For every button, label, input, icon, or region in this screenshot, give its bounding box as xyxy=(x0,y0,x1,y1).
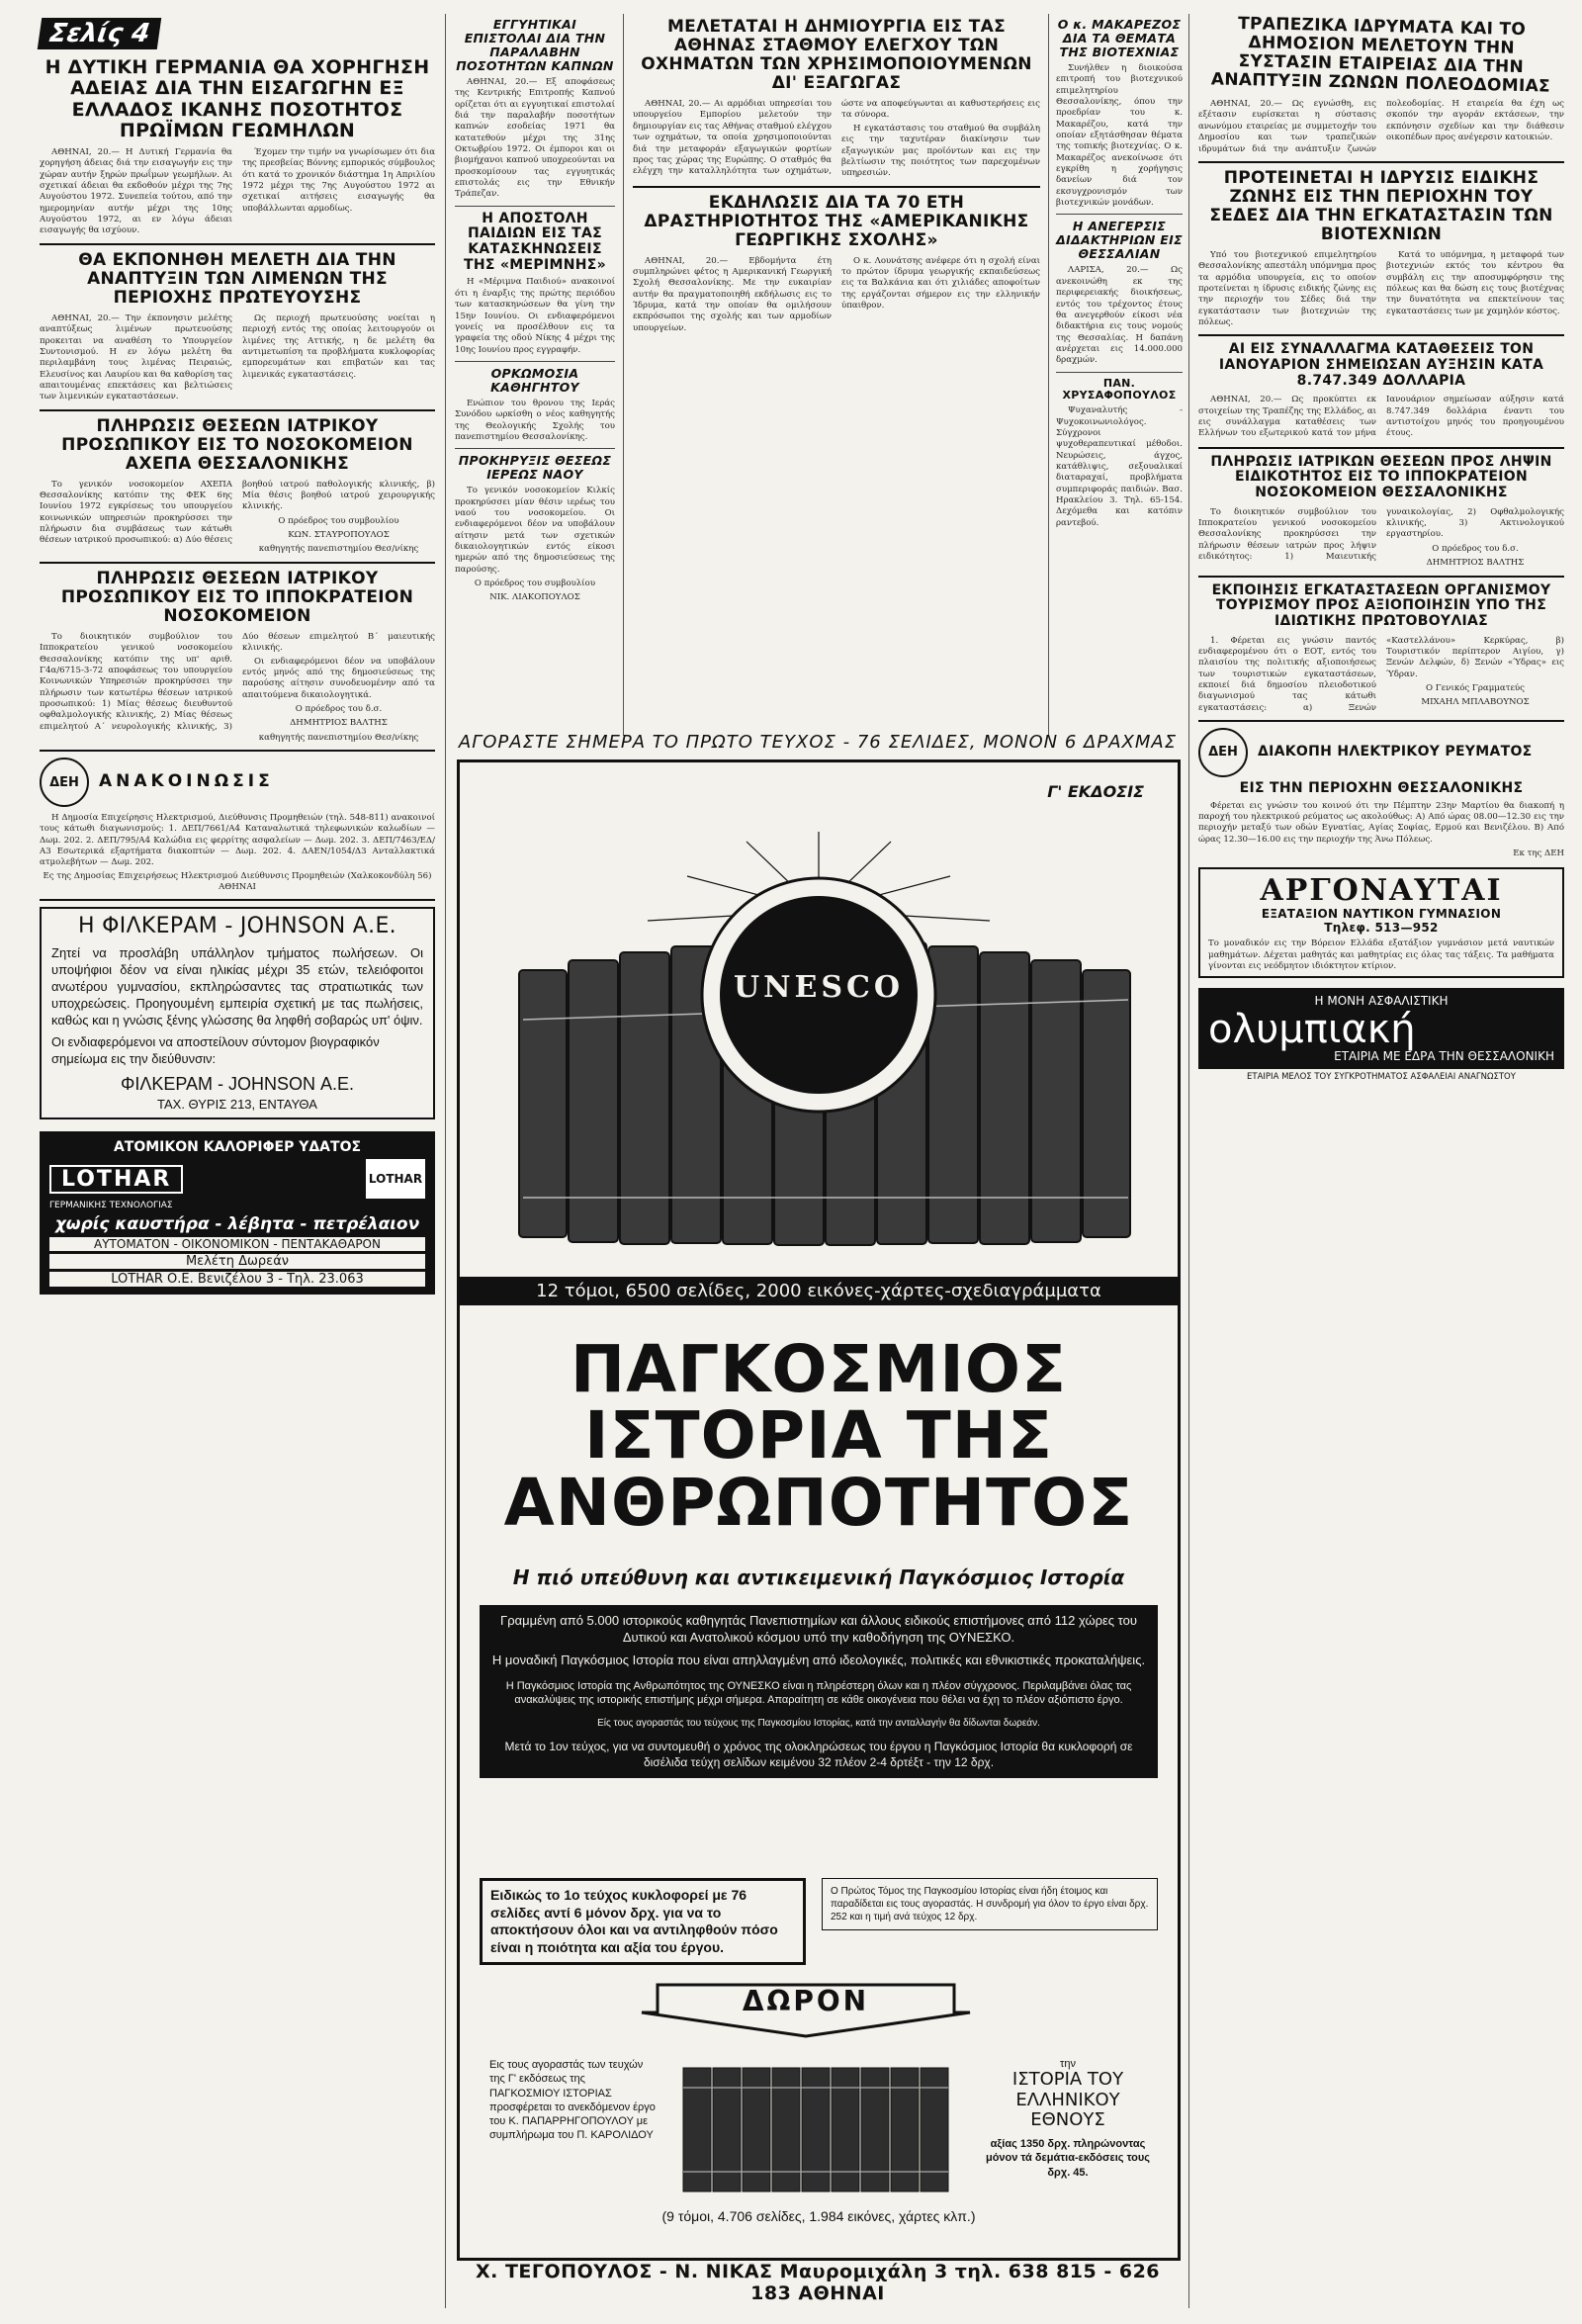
divider xyxy=(1198,161,1564,163)
divider xyxy=(633,186,1040,188)
article-body xyxy=(1198,99,1564,155)
article-body xyxy=(455,77,615,201)
gift-book-title: ΙΣΤΟΡΙΑ ΤΟΥ ΕΛΛΗΝΙΚΟΥ ΕΘΝΟΥΣ xyxy=(1011,2069,1124,2131)
ad-slogan: Η πιό υπεύθυνη και αντικειμενική Παγκόσμιος Ιστορία xyxy=(512,1565,1125,1589)
headline: Η ΑΠΟΣΤΟΛΗ ΠΑΙΔΙΩΝ ΕΙΣ ΤΑΣ ΚΑΤΑΣΚΗΝΩΣΕΙΣ ΤΗΣ «ΜΕΡΙΜΝΗΣ» xyxy=(464,210,606,273)
ad-title: Η ΦΙΛΚΕΡΑΜ - JOHNSON Α.Ε. xyxy=(78,914,396,939)
headline: Η ΑΝΕΓΕΡΣΙΣ ΔΙΔΑΚΤΗΡΙΩΝ ΕΙΣ ΘΕΣΣΑΛΙΑΝ xyxy=(1056,219,1183,262)
gift-arrow xyxy=(638,1979,974,2038)
paragraph: ΑΘΗΝΑΙ, 20.— Η Δυτική Γερμανία θα χορηγήση άδειας διά την εισαγωγήν εις την χώραν αυτήν ξηρών πρωΐμων γεωμήλων. Αι σχετικαί άδειαι θα εκδοθούν μέχρι της 7ης Αυγούστου 1972. Συνεπεία τούτου, από την ημερομηνίαν αυτήν μέχρι της 10ης Αυγούστου 1972, αι εν λόγω άδειαι εισαγωγής θα ισχύουν. xyxy=(40,147,232,236)
article-body xyxy=(455,399,615,443)
column-5 xyxy=(1198,13,1564,1083)
ad-text: Ζητεί να προσλάβη υπάλληλον τμήματος πωλήσεων. Οι υποψήφιοι δέον να είναι ηλικίας μέχρι 35 ετών, τελειόφοιτοι ανωτέρου γυμνασίου, εκπληρώσαντες τας στρατιωτικάς των υποχρεώσεις. Προηγουμένη εμπειρία σχετική με τας πωλήσεις, καθώς και η γνώσις ξένης γλώσσης θα ληφθή σοβαρώς υπ' όψιν. xyxy=(51,945,423,1028)
books-illustration xyxy=(499,822,1138,1257)
ad-title-line: ΑΝΘΡΩΠΟΤΗΤΟΣ xyxy=(503,1464,1134,1541)
paragraph: Το γενικόν νοσοκομείον ΑΧΕΠΑ Θεσσαλονίκης κατόπιν της ΦΕΚ 6ης Ιουνίου 1972 εγκρίσεως του υπουργείου κοινωνικών υπηρεσιών προκηρύσσει την πλήρωσιν δια συμβάσεως των κάτωθι θέσεων ιατρικού προσωπικού: α) Δύο θέσεις βοηθού ιατρού παθολογικής κλινικής, β) Μία θέσις βοηθού ιατρού χειρουργικής κλινικής. xyxy=(40,479,435,546)
headline: ΘΑ ΕΚΠΟΝΗΘΗ ΜΕΛΕΤΗ ΔΙΑ ΤΗΝ ΑΝΑΠΤΥΞΙΝ ΤΩΝ ΛΙΜΕΝΩΝ ΤΗΣ ΠΕΡΙΟΧΗΣ ΠΡΩΤΕΥΟΥΣΗΣ xyxy=(78,249,396,308)
paragraph: Συνήλθεν η διοικούσα επιτροπή του βιοτεχνικού επιμελητηρίου Θεσσαλονίκης, όπου την προεδρίαν του κ. Μακαρέζου, κατά την οποίαν εξητάσθησαν θέματα της τοπικής βιοτεχνίας. Ο κ. Μακαρέζος ανεκοίνωσε ότι εγκρίθη η χορήγησις δανείων διά τον εκσυγχρονισμόν των βιοτεχνικών μονάδων. xyxy=(1056,63,1183,209)
article-body xyxy=(1056,63,1183,209)
ad-frame xyxy=(457,760,1181,2261)
subheadline: ΕΙΣ ΤΗΝ ΠΕΡΙΟΧΗΝ ΘΕΣΣΑΛΟΝΙΚΗΣ xyxy=(1239,779,1524,796)
paragraph: Υπό του βιοτεχνικού επιμελητηρίου Θεσσαλονίκης απεστάλη υπόμνημα προς τα αρμόδια υπουργεία, εις το οποίον προτείνεται η ίδρυσις ειδικής ζώνης εις την περιοχήν του Σέδες διά την εγκατάστασιν των βιοτεχνιών της πόλεως. xyxy=(1198,249,1376,328)
article-body xyxy=(1198,250,1564,328)
page-number-logo: Σελίς 4 xyxy=(38,18,162,49)
ad-desc: Είς τους αγοραστάς του τεύχους της Παγκοσμίου Ιστορίας, κατά την ανταλλαγήν θα δίδωνται δωρεάν. xyxy=(597,1718,1040,1730)
paragraph: ΛΑΡΙΣΑ, 20.— Ως ανεκοινώθη εκ της περιφερειακής διοικήσεως, εντός του τρέχοντος έτους θα ανεγερθούν είκοσι νέα διδακτήρια εις τους νομούς της Θεσσαλίας. Η δαπάνη ανέρχεται εις 14.000.000 δραχμών. xyxy=(1056,265,1183,366)
divider xyxy=(1198,334,1564,336)
paragraph: Οι ενδιαφερόμενοι δέον να υποβάλουν εντός μηνός από της δημοσιεύσεως της παρούσης αίτησιν συνοδευομένην από τα απαιτούμενα δικαιολογητικά. xyxy=(242,656,435,700)
gift-book-price: αξίας 1350 δρχ. πληρώνοντας μόνον τά δεμάτια-εκδόσεις τους δρχ. 45. xyxy=(985,2138,1151,2179)
divider xyxy=(40,243,435,245)
column-divider xyxy=(445,14,446,2308)
signature-name: ΚΩΝ. ΣΤΑΥΡΟΠΟΥΛΟΣ xyxy=(288,530,390,541)
brand-name: LOTHAR xyxy=(368,1172,423,1187)
divider xyxy=(40,899,435,901)
article-body xyxy=(1056,405,1183,529)
ad-text: LOTHAR Ο.Ε. Βενιζέλου 3 - Τηλ. 23.063 xyxy=(49,1272,425,1287)
lothar-ad xyxy=(40,1131,435,1295)
article-body xyxy=(633,256,1040,334)
article-body xyxy=(633,99,1040,179)
argonaftai-ad xyxy=(1198,867,1564,978)
signature-line: Ο πρόεδρος του συμβουλίου xyxy=(474,579,596,588)
ad-box-right: Ο Πρώτος Τόμος της Παγκοσμίου Ιστορίας είναι ήδη έτοιμος και παραδίδεται εις τους αγοραστάς. Η συνδρομή για όλον το έργο είναι δρχ. 252 και η τιμή ανά τεύχος 12 δρχ. xyxy=(822,1878,1158,1930)
paragraph: Κατά το υπόμνημα, η μεταφορά των βιοτεχνιών εκτός του κέντρου θα συμβάλη εις την αποσυμφόρησιν της πόλεως και θα δώση εις τους βιοτέχνας την δυνατότητα να επεκτείνουν τας εγκαταστάσεις των με χαμηλόν κόστος. xyxy=(1386,249,1564,316)
headline: ΠΛΗΡΩΣΙΣ ΘΕΣΕΩΝ ΙΑΤΡΙΚΟΥ ΠΡΟΣΩΠΙΚΟΥ ΕΙΣ ΤΟ ΙΠΠΟΚΡΑΤΕΙΟΝ ΝΟΣΟΚΟΜΕΙΟΝ xyxy=(60,568,414,626)
divider xyxy=(455,448,615,449)
signature-name: ΜΙΧΑΗΛ ΜΠΛΑΒΟΥΝΟΣ xyxy=(1421,697,1530,708)
paragraph: Η εγκατάστασις του σταθμού θα συμβάλη εις την ταχυτέραν διακίνησιν των εξαγωγικών μας προϊόντων και εις την βελτίωσιν της ποιότητος των παρεχομένων υπηρεσιών. xyxy=(841,123,1040,179)
dei-logo: ΔΕΗ xyxy=(40,758,89,807)
column-3 xyxy=(633,18,1040,334)
unesco-logo: UNESCO xyxy=(733,970,905,1005)
ad-desc: Η Παγκόσμιος Ιστορία της Ανθρωπότητος της ΟΥΝΕΣΚΟ είναι η πληρέστερη όλων και η πλέον σύγχρονος. Περιλαμβάνει όλας τας ανακαλύψεις της ιστορικής επιστήμης μέχρι σήμερα. Απαραίτητη σε κάθε οικογένεια που θέλει να έχη το πλέον αξιόπιστο έργο. xyxy=(505,1679,1132,1706)
paragraph: ΑΘΗΝΑΙ, 20.— Ως εγνώσθη, εις εξέτασιν ευρίσκεται η σύστασις ανωνύμου εταιρείας με συμμετοχήν του Δημοσίου και των τραπεζικών ιδρυμάτων διά την ανάπτυξιν ζωνών πολεοδομίας. Η εταιρεία θα έχη ως σκοπόν την αγοράν εκτάσεων, την εκπόνησιν σχεδίων και την διάθεσιν οικοπέδων προς ανέγερσιν κατοικιών. xyxy=(1198,99,1564,154)
gift-books xyxy=(677,2048,964,2196)
headline: ΟΡΚΩΜΟΣΙΑ ΚΑΘΗΓΗΤΟΥ xyxy=(490,365,579,395)
article-body xyxy=(1198,395,1564,440)
paragraph: Φέρεται εις γνώσιν του κοινού ότι την Πέμπτην 23ην Μαρτίου θα διακοπή η παροχή του ηλεκτρικού ρεύματος ως ακολούθως: Α) Από ώρας 08.00—12.30 εις την περιοχήν μεταξύ των οδών Εγνατίας, Αγίας Σοφίας, Ερμού και Βενιζέλου. Β) Από ώρας 12.30—16.00 εις την περιοχήν της Άνω Πόλεως. xyxy=(1198,800,1564,845)
ad-topline: ΑΓΟΡΑΣΤΕ ΣΗΜΕΡΑ ΤΟ ΠΡΩΤΟ ΤΕΥΧΟΣ - 76 ΣΕΛΙΔΕΣ, ΜΟΝΟΝ 6 ΔΡΑΧΜΑΣ xyxy=(458,732,1178,753)
divider xyxy=(40,409,435,411)
article-body xyxy=(455,277,615,355)
article-body xyxy=(1198,507,1564,570)
paragraph: Ψυχαναλυτής - Ψυχοκοινωνιολόγος. Σύγχρονοι ψυχοθεραπευτικαί μέθοδοι. Νευρώσεις, άγχος, κατάθλιψις, σεξουαλικαί διαταραχαί, προβλήματα συμπεριφοράς παιδιών. Βασ. Ηρακλείου 3. Τηλ. 65-154. Δεχόμεθα και κατόπιν ραντεβού. xyxy=(1056,405,1183,528)
ad-title: ΑΤΟΜΙΚΟΝ ΚΑΛΟΡΙΦΕΡ ΥΔΑΤΟΣ xyxy=(113,1139,362,1156)
gift-book-label: την xyxy=(1060,2058,1076,2070)
lothar-logo xyxy=(49,1165,183,1194)
paragraph: ΑΘΗΝΑΙ, 20.— Την έκπονησιν μελέτης αναπτύξεως λιμένων πρωτευούσης προκειται να αναθέση το Υπουργείον Συντονισμού. Η εν λόγω μελέτη θα περιλαμβάνη τους λιμένας Πειραιώς, Ελευσίνος και Λαυρίου και θα καθορίση τας απαιτουμένας επεκτάσεις και βελτιώσεις των λιμενικών εγκαταστάσεων. xyxy=(40,313,232,402)
headline: ΑΝΑΚΟΙΝΩΣΙΣ xyxy=(99,771,274,792)
paragraph: Έχομεν την τιμήν να γνωρίσωμεν ότι δια της πρεσβείας Βόννης εμπορικός σύμβουλος ότι κατά το χρονικόν διάστημα 1η Απριλίου 1972 μέχρι της 7ης Αυγούστου 1972 αι σχετικαί αιτήσεις εισαγωγής θα υποβάλλωνται αρμοδίως. xyxy=(242,147,435,214)
article-body xyxy=(40,632,435,744)
gift-books-graphic xyxy=(677,2048,964,2196)
article-body xyxy=(1198,636,1564,714)
paragraph: Η Δημοσία Επιχείρησις Ηλεκτρισμού, Διεύθυνσις Προμηθειών (τηλ. 548-811) ανακοινοί τους κάτωθι διαγωνισμούς: 1. ΔΕΠ/7661/Α4 Καταναλωτικά τηλεφωνικών καλωδίων — Δωμ. 202. 2. ΔΕΠ/795/Α4 Καλώδια εις φερρίτης ασφαλείων — Δωμ. 202. 3. ΔΕΠ/7463/ΕΔ/Α3 Εσωτερικά εξαρτήματα διακοπτών — Δωμ. 202. 4. ΔΑΕΝ/1054/Δ3 Ανταλλακτικά ατμολεβήτων — Δωμ. 202. xyxy=(40,813,435,868)
paragraph: 1. Φέρεται εις γνώσιν παντός ενδιαφερομένου ότι ο ΕΟΤ, εντός του πλαισίου της πολιτικής αξιοποιήσεως των τουριστικών εγκαταστάσεων, εκποιεί διά δημοσίου πλειοδοτικού διαγωνισμού τας κάτωθι εγκαταστάσεις: α) Ξενών «Καστελλάνου» Κερκύρας, β) Τουριστικόν περίπτερον Αιγίου, γ) Ξενών Δελφών, δ) Ξενών «Ύδρας» εις Ύδραν. xyxy=(1198,635,1564,713)
signature-name: ΔΗΜΗΤΡΙΟΣ ΒΑΛΤΗΣ xyxy=(290,718,388,729)
column-divider xyxy=(1188,14,1189,2308)
divider xyxy=(1198,447,1564,449)
ad-text: ΕΤΑΙΡΙΑ ΜΕ ΕΔΡΑ ΤΗΝ ΘΕΣΣΑΛΟΝΙΚΗ xyxy=(1334,1049,1554,1064)
article-body xyxy=(40,313,435,403)
brand-name: LOTHAR xyxy=(61,1166,172,1192)
books-graphic xyxy=(499,822,1138,1257)
article-body xyxy=(40,147,435,237)
headline: ΠΛΗΡΩΣΙΣ ΙΑΤΡΙΚΩΝ ΘΕΣΕΩΝ ΠΡΟΣ ΛΗΨΙΝ ΕΙΔΙΚΟΤΗΤΟΣ ΕΙΣ ΤΟ ΙΠΠΟΚΡΑΤΕΙΟΝ ΝΟΣΟΚΟΜΕΙΟΝ ΘΕΣΣΑΛΟΝΙΚΗΣ xyxy=(1210,453,1552,501)
paragraph: Η «Μέριμνα Παιδιού» ανακοινοί ότι η έναρξις της πρώτης περιόδου των κατασκηνώσεων θα γίνη την 15ην Ιουνίου. Οι ενδιαφερόμενοι γονείς να προσέλθουν εις τα γραφεία της οδού Νίκης 4 μέχρι της 10ης Ιουνίου προς εγγραφήν. xyxy=(455,277,615,355)
ad-desc: Η μοναδική Παγκόσμιος Ιστορία που είναι απηλλαγμένη από ιδεολογικές, πολιτικές και εθνικιστικές προκαταλήψεις. xyxy=(491,1652,1146,1667)
headline: ΑΙ ΕΙΣ ΣΥΝΑΛΛΑΓΜΑ ΚΑΤΑΘΕΣΕΙΣ ΤΟΝ ΙΑΝΟΥΑΡΙΟΝ ΣΗΜΕΙΩΣΑΝ ΑΥΞΗΣΙΝ ΚΑΤΑ 8.747.349 ΔΟΛΛΑΡΙΑ xyxy=(1218,341,1544,389)
olympiaki-logo: ολυμπιακή xyxy=(1208,1007,1416,1053)
paragraph: Ενώπιον του θρονου της Ιεράς Συνόδου ωρκίσθη ο νέος καθηγητής της Θεολογικής Σχολής του πανεπιστημίου Θεσσαλονίκης. xyxy=(455,398,615,442)
dei-logo: ΔΕΗ xyxy=(1198,728,1248,777)
signature-title: καθηγητής πανεπιστημίου Θεσ/νίκης xyxy=(258,732,419,743)
column-1 xyxy=(40,18,435,1295)
ad-phone: Τηλεφ. 513—952 xyxy=(1324,920,1439,935)
ad-desc: Μετά το 1ον τεύχος, για να συντομευθή ο χρόνος της ολοκληρώσεως του έργου η Παγκόσμιος Ιστορία θα κυκλοφορή σε δισέλιδα τεύχη σελίδων κειμένου 32 πλέον 2-4 δρτέξτ - την 12 δρχ. xyxy=(504,1740,1133,1769)
dei-announcement-header xyxy=(40,758,435,807)
paragraph: ΑΘΗΝΑΙ, 20.— Ως προκύπτει εκ στοιχείων της Τραπέζης της Ελλάδος, αι εις συνάλλαγμα καταθέσεις των Ελλήνων του εξωτερικού κατά τον μήνα Ιανουάριον σημείωσαν αύξησιν κατά 8.747.349 δολλάρια έναντι του αντιστοίχου μηνός του προηγουμένου έτους. xyxy=(1198,395,1564,439)
gift-book-info xyxy=(984,2058,1152,2180)
paragraph: Ο κ. Λουνάτσης ανέφερε ότι η σχολή είναι το πρώτον ίδρυμα γεωργικής εκπαιδεύσεως εις τα Βαλκάνια και ότι χιλιάδες αποφοίτων της εργάζονται σήμερον εις την ελληνικήν ύπαιθρον. xyxy=(841,255,1040,311)
ad-bottom-line: Χ. ΤΕΓΟΠΟΥΛΟΣ - Ν. ΝΙΚΑΣ Μαυρομιχάλη 3 τηλ. 638 815 - 626 183 ΑΘΗΝΑΙ xyxy=(475,2261,1161,2304)
ad-text: Η ΜΟΝΗ ΑΣΦΑΛΙΣΤΙΚΗ xyxy=(1314,994,1449,1009)
ad-title-block xyxy=(460,1331,1178,1541)
paragraph: Ως περιοχή πρωτευούσης νοείται η περιοχή εντός της οποίας λειτουργούν οι λιμένες της Αττικής, η δε μελέτη θα αντιμετωπίση τα προβλήματα κυκλοφορίας εμπορευμάτων και επιβατών και τας λιμενικάς εγκαταστάσεις. xyxy=(242,313,435,380)
paragraph: Το διοικητικόν συμβούλιον του Ιπποκρατείου γενικού νοσοκομείου Θεσσαλονίκης κατόπιν της υπ' αριθ. Γ4α/6715-3-72 αποφάσεως του υπουργείου Κοινωνικών Υπηρεσιών προκηρύσσει την πλήρωσιν των κατωτέρω θέσεων ιατρικού προσωπικού: 1) Μίας θέσεως διευθυντού οφθαλμολογικής κλινικής, 2) Μίας θέσεως επιμελητού Α΄ νευρολογικής κλινικής, 3) Δύο θέσεων επιμελητού Β΄ μαιευτικής κλινικής. xyxy=(40,631,435,732)
column-4 xyxy=(1056,18,1183,531)
lothar-box-logo xyxy=(366,1159,425,1199)
column-divider xyxy=(1048,14,1049,736)
article-body xyxy=(40,480,435,556)
headline: ΠΡΟΚΗΡΥΞΙΣ ΘΕΣΕΩΣ ΙΕΡΕΩΣ ΝΑΟΥ xyxy=(458,453,612,483)
headline: ΤΡΑΠΕΖΙΚΑ ΙΔΡΥΜΑΤΑ ΚΑΙ ΤΟ ΔΗΜΟΣΙΟΝ ΜΕΛΕΤΟΥΝ ΤΗΝ ΣΥΣΤΑΣΙΝ ΕΤΑΙΡΕΙΑΣ ΔΙΑ ΤΗΝ ΑΝΑΠΤΥΞΙΝ ΖΩΝΩΝ ΠΟΛΕΟΔΟΜΙΑΣ xyxy=(1210,13,1551,97)
ad-address-name: ΦΙΛΚΕΡΑΜ - JOHNSON Α.Ε. xyxy=(120,1074,355,1095)
ad-title-line: ΠΑΓΚΟΣΜΙΟΣ xyxy=(570,1331,1068,1407)
signature-name: ΝΙΚ. ΛΙΑΚΟΠΟΥΛΟΣ xyxy=(489,592,580,603)
divider xyxy=(40,750,435,752)
paragraph: Το διοικητικόν συμβούλιον του Ιπποκρατείου γενικού νοσοκομείου Θεσσαλονίκης προκηρύσσει την πλήρωσιν θέσεων ιατρών προς λήψιν ειδικότητος: 1) Μαιευτικής γυναικολογίας, 2) Οφθαλμολογικής κλινικής, 3) Ακτινολογικού εργαστηρίου. xyxy=(1198,506,1564,563)
filkeram-ad xyxy=(40,907,435,1119)
headline: ΔΙΑΚΟΠΗ ΗΛΕΚΤΡΙΚΟΥ ΡΕΥΜΑΤΟΣ xyxy=(1258,744,1533,760)
ad-footnote: ΕΤΑΙΡΙΑ ΜΕΛΟΣ ΤΟΥ ΣΥΓΚΡΟΤΗΜΑΤΟΣ ΑΣΦΑΛΕΙΑΙ ΑΝΑΓΝΩΣΤΟΥ xyxy=(1247,1072,1516,1083)
divider xyxy=(1056,372,1183,373)
gift-label: ΔΩΡΟΝ xyxy=(742,1985,870,2017)
column-divider xyxy=(623,14,624,736)
ad-address: ΤΑΧ. ΘΥΡΙΣ 213, ΕΝΤΑΥΘΑ xyxy=(157,1097,317,1113)
headline: ΕΚΔΗΛΩΣΙΣ ΔΙΑ ΤΑ 70 ΕΤΗ ΔΡΑΣΤΗΡΙΟΤΗΤΟΣ ΤΗΣ «ΑΜΕΡΙΚΑΝΙΚΗΣ ΓΕΩΡΓΙΚΗΣ ΣΧΟΛΗΣ» xyxy=(644,192,1029,250)
paragraph: Το γενικόν νοσοκομείον Κιλκίς προκηρύσσει μίαν θέσιν ιερέως του ναού του νοσοκομείου. Οι ενδιαφερόμενοι δέον να υποβάλουν αίτησιν μετά των σχετικών δικαιολογητικών εντός είκοσι ημερών από της δημοσιεύσεως της παρούσης. xyxy=(455,486,615,575)
ad-text: ΑΥΤΟΜΑΤΟΝ - ΟΙΚΟΝΟΜΙΚΟΝ - ΠΕΝΤΑΚΑΘΑΡΟΝ xyxy=(49,1237,425,1251)
divider xyxy=(1198,720,1564,722)
headline: ΕΓΓΥΗΤΙΚΑΙ ΕΠΙΣΤΟΛΑΙ ΔΙΑ ΤΗΝ ΠΑΡΑΛΑΒΗΝ ΠΟΣΟΤΗΤΩΝ ΚΑΠΝΩΝ xyxy=(456,17,614,73)
article-body xyxy=(1056,265,1183,366)
ad-title-line: ΙΣΤΟΡΙΑ ΤΗΣ xyxy=(583,1397,1054,1475)
ad-subtitle: ΓΕΡΜΑΝΙΚΗΣ ΤΕΧΝΟΛΟΓΙΑΣ xyxy=(49,1201,173,1211)
ad-edition: Γ' ΕΚΔΟΣΙΣ xyxy=(1047,782,1144,801)
signature-line: Εκ της ΔΕΗ xyxy=(1513,848,1564,858)
olympiaki-ad xyxy=(1198,988,1564,1069)
paragraph: ΑΘΗΝΑΙ, 20.— Αι αρμόδιαι υπηρεσίαι του υπουργείου Εμπορίου μελετούν την δημιουργίαν εις τας Αθήνας σταθμού ελέγχου των οχημάτων, τα οποία χρησιμοποιούνται διά την μεταφοράν εξαγωγικών φορτίων προς τας χώρας της Ευρώπης. Ο σταθμός θα ελέγχη την καταλληλότητα των οχημάτων, ώστε να αποφεύγωνται αι καθυστερήσεις εις τα σύνορα. xyxy=(633,99,1040,177)
gift-text: Εις τους αγοραστάς των τευχών της Γ' εκδόσεως της ΠΑΓΚΟΣΜΙΟΥ ΙΣΤΟΡΙΑΣ προσφέρεται το ανεκδόμενον έργο του Κ. ΠΑΠΑΡΡΗΓΟΠΟΥΛΟΥ με συμπλήρωμα του Π. ΚΑΡΟΛΙΔΟΥ xyxy=(489,2059,656,2142)
headline: ΠΡΟΤΕΙΝΕΤΑΙ Η ΙΔΡΥΣΙΣ ΕΙΔΙΚΗΣ ΖΩΝΗΣ ΕΙΣ ΤΗΝ ΠΕΡΙΟΧΗΝ ΤΟΥ ΣΕΔΕΣ ΔΙΑ ΤΗΝ ΕΓΚΑΤΑΣΤΑΣΙΝ ΤΩΝ ΒΙΟΤΕΧΝΙΩΝ xyxy=(1209,167,1553,244)
paragraph: ΑΘΗΝΑΙ, 20.— Εβδομήντα έτη συμπληρώνει φέτος η Αμερικανική Γεωργική Σχολή Θεσσαλονίκης. Με την ευκαιρίαν αυτήν θα πραγματοποιηθή εκδήλωσις εις το Ίδρυμα, κατά την οποίαν θα ομιλήσουν εκπρόσωποι της σχολής και των αρμοδίων υπουργείων. xyxy=(633,255,832,333)
divider xyxy=(1198,576,1564,578)
article-body xyxy=(40,813,435,893)
ad-text: Οι ενδιαφερόμενοι να αποστείλουν σύντομον βιογραφικόν σημείωμα εις την διεύθυνσιν: xyxy=(51,1034,380,1067)
divider xyxy=(455,206,615,207)
signature-line: Ο πρόεδρος του δ.σ. xyxy=(1432,543,1519,554)
ad-text: Το μοναδικόν εις την Βόρειον Ελλάδα εξατάξιον γυμνάσιον μετά ναυτικών μαθημάτων. Δέχεται μαθητάς και μαθητρίας εις όλας τας τάξεις. Τα μαθήματα γίνονται εις νεόδμητον ιδιόκτητον κτίριον. xyxy=(1208,939,1554,971)
headline: Η ΔΥΤΙΚΗ ΓΕΡΜΑΝΙΑ ΘΑ ΧΟΡΗΓΗΣΗ ΑΔΕΙΑΣ ΔΙΑ ΤΗΝ ΕΙΣΑΓΩΓΗΝ ΕΞ ΕΛΛΑΔΟΣ ΙΚΑΝΗΣ ΠΟΣΟΤΗΤΟΣ ΠΡΩΪΜΩΝ ΓΕΩΜΗΛΩΝ xyxy=(44,56,430,141)
headline: ΠΛΗΡΩΣΙΣ ΘΕΣΕΩΝ ΙΑΤΡΙΚΟΥ ΠΡΟΣΩΠΙΚΟΥ ΕΙΣ ΤΟ ΝΟΣΟΚΟΜΕΙΟΝ ΑΧΕΠΑ ΘΕΣΣΑΛΟΝΙΚΗΣ xyxy=(61,415,413,474)
headline: ΠΑΝ. ΧΡΥΣΑΦΟΠΟΥΛΟΣ xyxy=(1062,376,1177,402)
headline: ΕΚΠΟΙΗΣΙΣ ΕΓΚΑΤΑΣΤΑΣΕΩΝ ΟΡΓΑΝΙΣΜΟΥ ΤΟΥΡΙΣΜΟΥ ΠΡΟΣ ΑΞΙΟΠΟΙΗΣΙΝ ΥΠΟ ΤΗΣ ΙΔΙΩΤΙΚΗΣ ΠΡΩΤΟΒΟΥΛΙΑΣ xyxy=(1211,581,1551,629)
headline: ΜΕΛΕΤΑΤΑΙ Η ΔΗΜΙΟΥΡΓΙΑ ΕΙΣ ΤΑΣ ΑΘΗΝΑΣ ΣΤΑΘΜΟΥ ΕΛΕΓΧΟΥ ΤΩΝ ΟΧΗΜΑΤΩΝ ΤΩΝ ΧΡΗΣΙΜΟΠΟΙΟΥΜΕΝΩΝ ΔΙ' ΕΞΑΓΩΓΑΣ xyxy=(641,17,1032,94)
ad-desc: Γραμμένη από 5.000 ιστορικούς καθηγητάς Πανεπιστημίων και άλλους ειδικούς επιστήμονες από 112 χώρες του Δυτικού και Ανατολικού κόσμου υπό την καθοδήγηση της ΟΥΝΕΣΚΟ. xyxy=(500,1613,1137,1645)
dei-outage-header xyxy=(1198,728,1564,777)
ad-text: Μελέτη Δωρεάν xyxy=(49,1254,425,1269)
signature-line: Ο πρόεδρος του δ.σ. xyxy=(295,703,383,714)
column-2 xyxy=(455,18,615,604)
ad-dark-panel xyxy=(480,1605,1158,1778)
divider xyxy=(1056,214,1183,215)
paragraph: ΑΘΗΝΑΙ, 20.— Εξ αποφάσεως της Κεντρικής Επιτροπής Καπνού ορίζεται ότι αι εγγυητικαί επιστολαί διά την παραλαβήν ποσοτήτων καπνών εσοδείας 1971 θα κατατεθούν μέχρι της 31ης Οκτωβρίου 1972. Οι έμποροι και οι βιομήχανοι καπνού υποχρεούνται να προσκομίσουν τας εγγυητικάς επιστολάς εις την Εθνικήν Τράπεζαν. xyxy=(455,77,615,200)
article-body xyxy=(455,486,615,603)
unesco-history-ad xyxy=(457,732,1179,2304)
divider xyxy=(40,562,435,564)
signature-line: Ο πρόεδρος του συμβουλίου xyxy=(278,515,399,526)
signature-line: Ο Γενικός Γραμματεύς xyxy=(1426,682,1525,693)
article-body xyxy=(1198,801,1564,860)
headline: Ο κ. ΜΑΚΑΡΕΖΟΣ ΔΙΑ ΤΑ ΘΕΜΑΤΑ ΤΗΣ ΒΙΟΤΕΧΝΙΑΣ xyxy=(1057,17,1182,59)
ad-box-left: Ειδικώς το 1ο τεύχος κυκλοφορεί με 76 σελίδες αντί 6 μόνον δρχ. για να το αποκτήσουν όλοι και να αντιληφθούν πόσο είναι η ποιότητα και αξία του έργου. xyxy=(480,1878,806,1965)
signature-name: ΔΗΜΗΤΡΙΟΣ ΒΑΛΤΗΣ xyxy=(1426,558,1525,569)
ad-title: ΑΡΓΟΝΑΥΤΑΙ xyxy=(1260,873,1503,909)
signature-title: καθηγητής πανεπιστημίου Θεσ/νίκης xyxy=(258,544,419,555)
gift-footnote: (9 τόμοι, 4.706 σελίδες, 1.984 εικόνες, χάρτες κλπ.) xyxy=(661,2208,976,2224)
paragraph: Ες της Δημοσίας Επιχειρήσεως Ηλεκτρισμού Διεύθυνσις Προμηθειών (Χαλκοκονδύλη 56) ΑΘΗΝΑΙ xyxy=(43,870,432,893)
divider xyxy=(455,361,615,362)
ad-books-line: 12 τόμοι, 6500 σελίδες, 2000 εικόνες-χάρτες-σχεδιαγράμματα xyxy=(460,1277,1178,1305)
ad-text: χωρίς καυστήρα - λέβητα - πετρέλαιον xyxy=(54,1214,420,1235)
masthead xyxy=(40,18,435,49)
lothar-brand-row xyxy=(49,1159,425,1199)
ad-subtitle: ΕΞΑΤΑΞΙΟΝ ΝΑΥΤΙΚΟΝ ΓΥΜΝΑΣΙΟΝ xyxy=(1261,907,1502,922)
